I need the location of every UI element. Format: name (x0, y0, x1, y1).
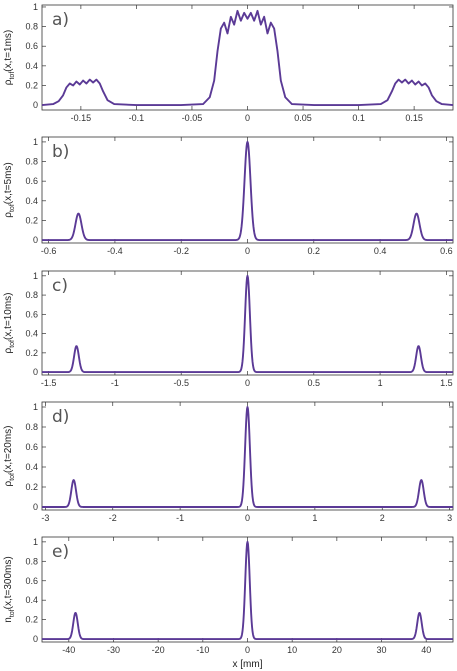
x-tick-label: 0 (244, 645, 251, 655)
x-tick-label: 10 (287, 645, 298, 655)
x-tick-label: 2 (379, 513, 385, 523)
x-tick-label: -3 (41, 513, 50, 523)
y-axis-label-symbol: ρ (3, 79, 14, 86)
y-tick-label: 0.2 (25, 482, 38, 492)
plot-frame (42, 137, 453, 243)
x-tick-label: 0.15 (405, 113, 423, 123)
panel-label: c) (52, 276, 68, 296)
y-tick-label: 0.2 (25, 347, 38, 358)
y-axis-label-text: (x,t=10ms) (3, 292, 14, 341)
plot-frame (42, 402, 453, 510)
x-tick-label: 0.6 (440, 246, 453, 256)
y-tick-label: 0.2 (25, 614, 38, 625)
x-tick-label: -0.2 (173, 246, 189, 256)
series-line (42, 142, 453, 240)
y-tick-label: 0.2 (25, 80, 38, 91)
y-tick-label: 0.4 (25, 462, 38, 472)
y-tick-label: 0.4 (25, 595, 38, 606)
x-tick-label: 0 (244, 513, 251, 523)
y-axis-label-subscript: tof (9, 609, 16, 618)
x-tick-label: -1.5 (40, 378, 57, 388)
x-tick-label: 0.4 (373, 246, 387, 256)
y-axis-label-text: (x,t=20ms) (3, 425, 14, 474)
y-axis-label-text: (x,t=300ms) (3, 556, 14, 610)
y-tick-label: 1 (32, 536, 38, 547)
y-axis-label-symbol: ρ (3, 480, 14, 487)
x-tick-label: -0.6 (40, 246, 57, 256)
x-tick-label: -0.15 (70, 113, 92, 123)
x-tick-label: 0 (244, 378, 251, 388)
x-tick-label: -0.1 (128, 113, 145, 123)
y-tick-label: 0.6 (25, 442, 38, 452)
x-tick-label: 0.05 (294, 113, 312, 123)
y-axis-label-symbol: ρ (3, 347, 14, 354)
y-tick-label: 0.4 (25, 328, 38, 339)
x-tick-label: 30 (376, 645, 387, 655)
x-tick-label: -1 (176, 513, 185, 523)
x-tick-label: -30 (106, 645, 120, 655)
y-tick-label: 0.6 (25, 309, 38, 320)
x-tick-label: -0.4 (107, 246, 123, 256)
plot-frame (42, 537, 453, 642)
y-tick-label: 0 (32, 502, 38, 512)
y-axis-label (3, 425, 16, 486)
y-tick-label: 1 (32, 136, 38, 147)
x-tick-label: -0.05 (181, 113, 203, 123)
x-tick-label: 0.5 (307, 378, 321, 388)
x-tick-label: -40 (62, 645, 76, 655)
x-tick-label: -0.5 (173, 378, 189, 388)
chart-panel (3, 402, 453, 523)
series-line (42, 276, 453, 372)
y-tick-label: 0 (32, 100, 38, 111)
x-tick-label: 1 (377, 378, 383, 388)
chart-panel (3, 271, 453, 388)
panel-label: a) (52, 10, 70, 30)
x-tick-label: -10 (196, 645, 210, 655)
chart-panel (3, 537, 453, 670)
y-tick-label: 0.8 (25, 556, 38, 567)
y-axis-label (3, 556, 16, 622)
x-tick-label: -2 (108, 513, 117, 523)
plot-frame (42, 271, 453, 375)
x-tick-label: 0.1 (352, 113, 365, 123)
series-line (42, 407, 453, 507)
y-axis-label-text: (x,t=1ms) (3, 29, 14, 72)
y-axis-label-subscript: tof (9, 473, 16, 481)
y-axis-label-symbol: n (3, 617, 14, 623)
y-tick-label: 0 (32, 235, 38, 246)
y-tick-label: 0.8 (25, 290, 38, 301)
y-axis-label-text: (x,t=5ms) (3, 162, 14, 205)
y-axis-label-subscript: tof (9, 71, 16, 80)
y-tick-label: 0.4 (25, 60, 38, 71)
x-axis-label: x [mm] (232, 659, 263, 670)
y-tick-label: 0.2 (25, 215, 38, 226)
y-tick-label: 0.6 (25, 575, 38, 586)
x-tick-label: 1 (312, 513, 318, 523)
y-tick-label: 1 (32, 402, 38, 412)
x-tick-label: 40 (421, 645, 432, 655)
panel-label: b) (52, 142, 70, 162)
y-axis-label (3, 162, 16, 217)
x-tick-label: 3 (447, 513, 453, 523)
y-tick-label: 0 (32, 634, 38, 645)
y-tick-label: 0.6 (25, 176, 38, 187)
y-tick-label: 0.8 (25, 156, 38, 167)
x-tick-label: -20 (151, 645, 165, 655)
series-line (42, 542, 453, 639)
y-axis-label (3, 292, 16, 353)
x-tick-label: 1.5 (440, 378, 453, 388)
x-tick-label: 0 (244, 246, 251, 256)
y-tick-label: 0.4 (25, 195, 38, 206)
panel-label: e) (52, 542, 70, 562)
y-axis-label-subscript: tof (9, 204, 16, 213)
y-tick-label: 0.8 (25, 21, 38, 32)
panel-label: d) (52, 407, 70, 427)
y-tick-label: 1 (32, 270, 38, 281)
y-tick-label: 0 (32, 367, 38, 378)
y-tick-label: 1 (32, 1, 38, 12)
chart-panel (3, 2, 453, 123)
y-axis-label-subscript: tof (9, 340, 16, 348)
chart-panel (3, 137, 453, 256)
series-line (42, 11, 453, 105)
y-axis-label-symbol: ρ (3, 212, 14, 218)
x-tick-label: 20 (331, 645, 342, 655)
x-tick-label: -1 (110, 378, 119, 388)
x-tick-label: 0.2 (307, 246, 321, 256)
y-tick-label: 0.8 (25, 422, 38, 432)
y-axis-label (3, 30, 16, 85)
x-tick-label: 0 (244, 113, 251, 123)
y-tick-label: 0.6 (25, 41, 38, 52)
